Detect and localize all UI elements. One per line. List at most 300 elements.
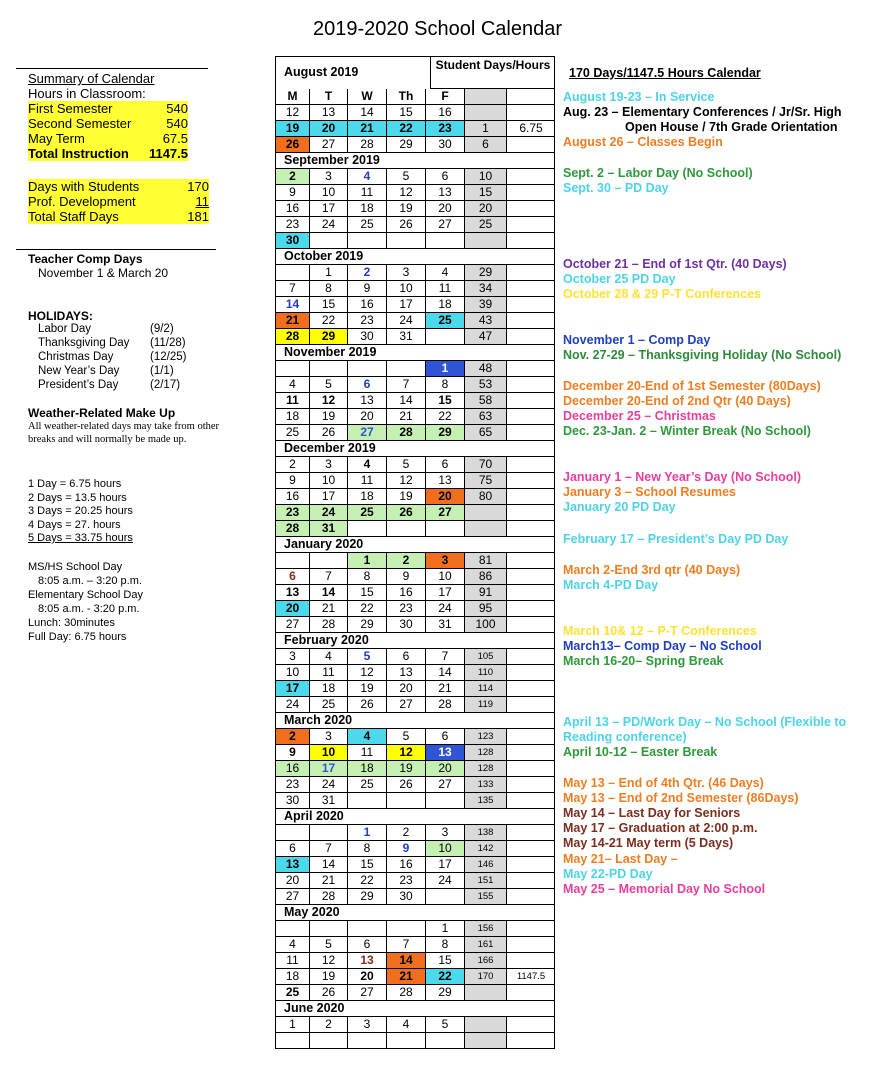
day-cell: 8 xyxy=(348,569,387,585)
day-cell: 13 xyxy=(426,745,465,761)
day-cell: 1 xyxy=(426,921,465,937)
day-cell: 2 xyxy=(348,265,387,281)
day-cell: 7 xyxy=(310,569,348,585)
day-cell: 24 xyxy=(276,697,310,713)
student-day-count: 151 xyxy=(465,873,507,889)
hours-total xyxy=(507,217,555,233)
day-cell: 19 xyxy=(387,489,426,505)
hours-total xyxy=(507,425,555,441)
day-cell: 12 xyxy=(276,105,310,121)
day-cell xyxy=(310,361,348,377)
calendar-event: May 25 – Memorial Day No School xyxy=(563,882,766,896)
day-cell: 25 xyxy=(348,217,387,233)
holiday-date: (1/1) xyxy=(150,365,174,377)
day-cell: 31 xyxy=(310,793,348,809)
holiday-name: Labor Day xyxy=(38,323,92,335)
day-cell xyxy=(348,793,387,809)
school-day-info: MS/HS School Day xyxy=(28,561,123,573)
holiday-date: (11/28) xyxy=(150,337,186,349)
day-cell: 26 xyxy=(310,985,348,1001)
calendar-event: May 13 – End of 4th Qtr. (46 Days) xyxy=(563,776,764,790)
day-cell: 19 xyxy=(348,681,387,697)
summary-value: 170 xyxy=(187,179,209,194)
day-cell: 7 xyxy=(387,937,426,953)
month-header: March 2020 xyxy=(276,713,555,729)
day-cell: 23 xyxy=(387,873,426,889)
day-cell: 29 xyxy=(348,889,387,905)
student-day-count: 10 xyxy=(465,169,507,185)
day-cell: 22 xyxy=(387,121,426,137)
holiday-name: Thanksgiving Day xyxy=(38,337,130,349)
day-cell: 6 xyxy=(387,649,426,665)
student-day-count xyxy=(465,1033,507,1049)
student-day-count: 91 xyxy=(465,585,507,601)
hours-total xyxy=(507,873,555,889)
hours-total xyxy=(507,665,555,681)
day-cell: 10 xyxy=(310,745,348,761)
day-cell: 28 xyxy=(387,985,426,1001)
student-day-count: 6 xyxy=(465,137,507,153)
hours-total xyxy=(507,521,555,537)
day-cell: 25 xyxy=(348,505,387,521)
day-cell: 6 xyxy=(426,729,465,745)
day-cell: 27 xyxy=(276,617,310,633)
summary-label: Total Staff Days xyxy=(28,209,119,224)
day-cell: 3 xyxy=(310,169,348,185)
day-cell: 17 xyxy=(387,297,426,313)
month-header: May 2020 xyxy=(276,905,555,921)
day-cell: 27 xyxy=(348,985,387,1001)
hours-total xyxy=(507,409,555,425)
day-cell: 24 xyxy=(426,873,465,889)
calendar-event: March 2-End 3rd qtr (40 Days) xyxy=(563,563,741,577)
day-cell: 13 xyxy=(426,185,465,201)
calendar-event: October 21 – End of 1st Qtr. (40 Days) xyxy=(563,257,787,271)
day-cell: 12 xyxy=(387,745,426,761)
day-cell: 28 xyxy=(348,137,387,153)
hours-total xyxy=(507,505,555,521)
hours-conversion: 5 Days = 33.75 hours xyxy=(28,532,133,544)
day-cell xyxy=(276,361,310,377)
calendar-event: March 4-PD Day xyxy=(563,578,659,592)
day-cell: 11 xyxy=(310,665,348,681)
day-cell: 6 xyxy=(276,569,310,585)
day-cell: 22 xyxy=(426,969,465,985)
summary-row xyxy=(28,116,188,131)
student-day-count: 166 xyxy=(465,953,507,969)
day-cell xyxy=(276,553,310,569)
hours-total xyxy=(507,745,555,761)
day-cell: 14 xyxy=(276,297,310,313)
student-day-count: 15 xyxy=(465,185,507,201)
day-cell: 14 xyxy=(348,105,387,121)
hours-total xyxy=(507,857,555,873)
day-cell: 5 xyxy=(387,729,426,745)
day-cell: 21 xyxy=(387,409,426,425)
day-cell: 14 xyxy=(387,953,426,969)
right-title: 170 Days/1147.5 Hours Calendar xyxy=(569,66,761,80)
student-day-count: 63 xyxy=(465,409,507,425)
student-day-count: 86 xyxy=(465,569,507,585)
calendar-event: December 25 – Christmas xyxy=(563,409,716,423)
month-header: November 2019 xyxy=(276,345,555,361)
day-cell: 31 xyxy=(426,617,465,633)
day-cell: 10 xyxy=(387,281,426,297)
day-cell xyxy=(348,1033,387,1049)
student-days-header: Student Days/Hours xyxy=(430,57,555,89)
day-cell: 3 xyxy=(310,457,348,473)
day-cell: 18 xyxy=(348,489,387,505)
student-day-count: 48 xyxy=(465,361,507,377)
day-cell: 12 xyxy=(387,473,426,489)
summary-value: 540 xyxy=(166,116,188,131)
day-cell: 5 xyxy=(387,457,426,473)
day-cell: 17 xyxy=(310,489,348,505)
day-cell: 15 xyxy=(426,953,465,969)
day-cell: 29 xyxy=(426,425,465,441)
divider xyxy=(16,249,216,250)
day-cell: 3 xyxy=(348,1017,387,1033)
month-header: April 2020 xyxy=(276,809,555,825)
day-cell: 9 xyxy=(276,473,310,489)
day-cell xyxy=(387,921,426,937)
summary-label: Days with Students xyxy=(28,179,140,194)
day-cell: 13 xyxy=(348,953,387,969)
student-day-count: 100 xyxy=(465,617,507,633)
calendar-event: November 1 – Comp Day xyxy=(563,333,711,347)
day-cell: 1 xyxy=(310,265,348,281)
day-cell: 4 xyxy=(426,265,465,281)
day-cell: 16 xyxy=(276,489,310,505)
day-cell: 6 xyxy=(348,377,387,393)
day-cell: 25 xyxy=(276,425,310,441)
student-day-count xyxy=(465,505,507,521)
day-cell: 23 xyxy=(276,777,310,793)
student-day-count: 128 xyxy=(465,745,507,761)
day-cell xyxy=(426,329,465,345)
student-day-count: 34 xyxy=(465,281,507,297)
day-cell: 18 xyxy=(348,201,387,217)
hours-total xyxy=(507,393,555,409)
student-day-count: 135 xyxy=(465,793,507,809)
teacher-comp-text: November 1 & March 20 xyxy=(38,266,169,280)
hours-total: 1147.5 xyxy=(507,969,555,985)
summary-heading: Summary of Calendar xyxy=(28,71,155,86)
day-cell: 6 xyxy=(426,169,465,185)
day-cell: 30 xyxy=(348,329,387,345)
hours-total xyxy=(507,697,555,713)
day-cell: 31 xyxy=(310,521,348,537)
day-cell xyxy=(276,265,310,281)
student-day-count: 1 xyxy=(465,121,507,137)
day-cell: 2 xyxy=(387,553,426,569)
day-cell xyxy=(387,521,426,537)
day-cell: 19 xyxy=(310,409,348,425)
month-header: February 2020 xyxy=(276,633,555,649)
day-cell: 27 xyxy=(310,137,348,153)
calendar-event: May 14-21 May term (5 Days) xyxy=(563,836,734,850)
hours-total xyxy=(507,825,555,841)
day-cell: 21 xyxy=(310,873,348,889)
student-day-count: 155 xyxy=(465,889,507,905)
day-cell: 2 xyxy=(276,457,310,473)
calendar-event: May 22-PD Day xyxy=(563,867,653,881)
day-cell: 12 xyxy=(348,665,387,681)
calendar-event: April 13 – PD/Work Day – No School (Flexible to xyxy=(563,715,847,729)
day-cell: 11 xyxy=(276,393,310,409)
day-cell: 28 xyxy=(310,889,348,905)
hours-total xyxy=(507,921,555,937)
day-cell: 11 xyxy=(426,281,465,297)
day-cell: 5 xyxy=(426,1017,465,1033)
day-cell: 23 xyxy=(426,121,465,137)
hours-total xyxy=(507,169,555,185)
hours-total xyxy=(507,777,555,793)
student-day-count: 138 xyxy=(465,825,507,841)
hours-total xyxy=(507,1017,555,1033)
day-cell: 19 xyxy=(387,201,426,217)
student-day-count: 156 xyxy=(465,921,507,937)
school-day-info: 8:05 a.m. - 3:20 p.m. xyxy=(38,603,140,615)
day-cell: 30 xyxy=(387,889,426,905)
calendar-event: March 10& 12 – P-T Conferences xyxy=(563,624,757,638)
summary-row xyxy=(28,209,209,224)
hours-total xyxy=(507,761,555,777)
day-cell: 19 xyxy=(276,121,310,137)
day-cell xyxy=(310,553,348,569)
weather-line2: breaks and will normally be made up. xyxy=(28,434,187,445)
day-cell xyxy=(348,361,387,377)
student-day-count xyxy=(465,233,507,249)
day-cell: 5 xyxy=(310,937,348,953)
day-cell xyxy=(387,793,426,809)
day-cell: 8 xyxy=(426,377,465,393)
weekday-header: Th xyxy=(387,89,426,105)
day-cell: 1 xyxy=(348,825,387,841)
day-cell: 21 xyxy=(310,601,348,617)
calendar-event: October 25 PD Day xyxy=(563,272,676,286)
hours-total xyxy=(507,233,555,249)
calendar-event: Aug. 23 – Elementary Conferences / Jr/Sr. High xyxy=(563,105,842,119)
day-cell: 24 xyxy=(310,505,348,521)
day-cell: 20 xyxy=(348,409,387,425)
day-cell: 21 xyxy=(387,969,426,985)
day-cell: 16 xyxy=(387,585,426,601)
day-cell: 26 xyxy=(387,505,426,521)
day-cell: 3 xyxy=(426,825,465,841)
day-cell: 20 xyxy=(426,761,465,777)
day-cell: 10 xyxy=(276,665,310,681)
summary-row xyxy=(28,101,188,116)
day-cell: 10 xyxy=(426,569,465,585)
day-cell: 26 xyxy=(348,697,387,713)
holidays-heading: HOLIDAYS: xyxy=(28,309,93,323)
day-cell: 11 xyxy=(348,473,387,489)
day-cell: 28 xyxy=(426,697,465,713)
day-cell: 22 xyxy=(348,601,387,617)
hours-total xyxy=(507,473,555,489)
day-cell: 18 xyxy=(276,969,310,985)
calendar-event: May 17 – Graduation at 2:00 p.m. xyxy=(563,821,758,835)
hours-total xyxy=(507,985,555,1001)
calendar-event: Dec. 23-Jan. 2 – Winter Break (No School) xyxy=(563,424,811,438)
calendar-event: May 21– Last Day – xyxy=(563,852,678,866)
student-day-count xyxy=(465,521,507,537)
day-cell: 4 xyxy=(387,1017,426,1033)
student-day-count: 39 xyxy=(465,297,507,313)
student-day-count: 47 xyxy=(465,329,507,345)
month-header: December 2019 xyxy=(276,441,555,457)
hours-total xyxy=(507,105,555,121)
day-cell: 30 xyxy=(276,233,310,249)
day-cell: 20 xyxy=(348,969,387,985)
day-cell: 23 xyxy=(348,313,387,329)
day-cell: 24 xyxy=(387,313,426,329)
weekday-header: T xyxy=(310,89,348,105)
student-day-count: 114 xyxy=(465,681,507,697)
day-cell: 21 xyxy=(348,121,387,137)
hours-total xyxy=(507,649,555,665)
calendar-event: February 17 – President’s Day PD Day xyxy=(563,532,789,546)
day-cell: 17 xyxy=(426,857,465,873)
calendar-event: Reading conference) xyxy=(563,730,687,744)
day-cell: 20 xyxy=(426,489,465,505)
hours-cell xyxy=(507,89,555,105)
day-cell: 4 xyxy=(276,937,310,953)
day-cell: 15 xyxy=(426,393,465,409)
hours-total xyxy=(507,889,555,905)
day-cell: 3 xyxy=(387,265,426,281)
day-cell: 14 xyxy=(310,857,348,873)
holiday-date: (9/2) xyxy=(150,323,174,335)
day-cell: 24 xyxy=(310,217,348,233)
day-cell: 17 xyxy=(276,681,310,697)
student-day-count: 161 xyxy=(465,937,507,953)
summary-label: First Semester xyxy=(28,101,113,116)
hours-conversion: 2 Days = 13.5 hours xyxy=(28,491,127,504)
school-day-info: 8:05 a.m. – 3:20 p.m. xyxy=(38,575,142,587)
holiday-date: (12/25) xyxy=(150,351,187,363)
day-cell: 10 xyxy=(310,473,348,489)
day-cell: 27 xyxy=(426,777,465,793)
summary-label: Prof. Development xyxy=(28,194,136,209)
day-cell: 31 xyxy=(387,329,426,345)
student-day-count xyxy=(465,105,507,121)
holiday-name: Christmas Day xyxy=(38,351,114,363)
hours-total xyxy=(507,569,555,585)
day-cell: 16 xyxy=(426,105,465,121)
day-cell: 26 xyxy=(387,217,426,233)
student-day-count: 142 xyxy=(465,841,507,857)
summary-label: Total Instruction xyxy=(28,146,129,161)
day-cell: 15 xyxy=(348,857,387,873)
day-cell: 18 xyxy=(310,681,348,697)
day-cell: 26 xyxy=(276,137,310,153)
hours-total xyxy=(507,185,555,201)
day-cell: 4 xyxy=(348,169,387,185)
day-cell: 20 xyxy=(426,201,465,217)
day-cell: 11 xyxy=(348,185,387,201)
calendar-event: January 1 – New Year’s Day (No School) xyxy=(563,470,802,484)
month-header-aug: August 2019 xyxy=(284,65,359,79)
calendar-event: December 20-End of 2nd Qtr (40 Days) xyxy=(563,394,791,408)
day-cell: 8 xyxy=(426,937,465,953)
day-cell: 11 xyxy=(276,953,310,969)
school-day-info: Elementary School Day xyxy=(28,589,143,601)
day-cell: 17 xyxy=(426,585,465,601)
calendar-event: May 13 – End of 2nd Semester (86Days) xyxy=(563,791,799,805)
day-cell: 17 xyxy=(310,201,348,217)
hours-total xyxy=(507,601,555,617)
day-cell: 1 xyxy=(276,1017,310,1033)
day-cell xyxy=(348,233,387,249)
day-cell: 9 xyxy=(276,185,310,201)
day-cell: 3 xyxy=(276,649,310,665)
day-cell: 18 xyxy=(426,297,465,313)
day-cell: 9 xyxy=(276,745,310,761)
summary-value: 181 xyxy=(187,209,209,224)
day-cell: 13 xyxy=(426,473,465,489)
day-cell: 24 xyxy=(426,601,465,617)
summary-value: 540 xyxy=(166,101,188,116)
day-cell: 16 xyxy=(387,857,426,873)
hours-total xyxy=(507,201,555,217)
day-cell: 15 xyxy=(348,585,387,601)
summary-subheading: Hours in Classroom: xyxy=(28,86,146,101)
day-cell: 27 xyxy=(426,505,465,521)
calendar-event: Sept. 30 – PD Day xyxy=(563,181,669,195)
day-cell: 26 xyxy=(387,777,426,793)
teacher-comp-heading: Teacher Comp Days xyxy=(28,252,143,266)
hours-total xyxy=(507,793,555,809)
hours-total xyxy=(507,937,555,953)
student-day-count: 20 xyxy=(465,201,507,217)
day-cell: 1 xyxy=(426,361,465,377)
day-cell xyxy=(387,1033,426,1049)
day-cell: 24 xyxy=(310,777,348,793)
day-cell: 8 xyxy=(348,841,387,857)
day-cell: 17 xyxy=(310,761,348,777)
day-cell: 9 xyxy=(348,281,387,297)
day-cell: 16 xyxy=(348,297,387,313)
day-cell: 15 xyxy=(310,297,348,313)
student-day-count: 25 xyxy=(465,217,507,233)
holiday-name: New Year’s Day xyxy=(38,365,120,377)
day-cell xyxy=(426,889,465,905)
hours-total xyxy=(507,137,555,153)
day-cell: 14 xyxy=(387,393,426,409)
student-day-count: 133 xyxy=(465,777,507,793)
hours-total xyxy=(507,297,555,313)
hours-conversion: 4 Days = 27. hours xyxy=(28,518,121,531)
day-cell: 8 xyxy=(310,281,348,297)
calendar-event: Sept. 2 – Labor Day (No School) xyxy=(563,166,753,180)
day-cell: 7 xyxy=(310,841,348,857)
calendar-event: August 26 – Classes Begin xyxy=(563,135,723,149)
summary-rule xyxy=(16,68,208,69)
calendar-event: March13– Comp Day – No School xyxy=(563,639,762,653)
day-cell: 28 xyxy=(387,425,426,441)
hours-total xyxy=(507,265,555,281)
day-cell: 22 xyxy=(348,873,387,889)
summary-value: 1147.5 xyxy=(148,146,188,161)
day-cell: 29 xyxy=(310,329,348,345)
day-cell: 1 xyxy=(348,553,387,569)
day-cell: 13 xyxy=(276,857,310,873)
hours-total xyxy=(507,841,555,857)
holiday-name: President’s Day xyxy=(38,379,119,391)
hours-total xyxy=(507,585,555,601)
